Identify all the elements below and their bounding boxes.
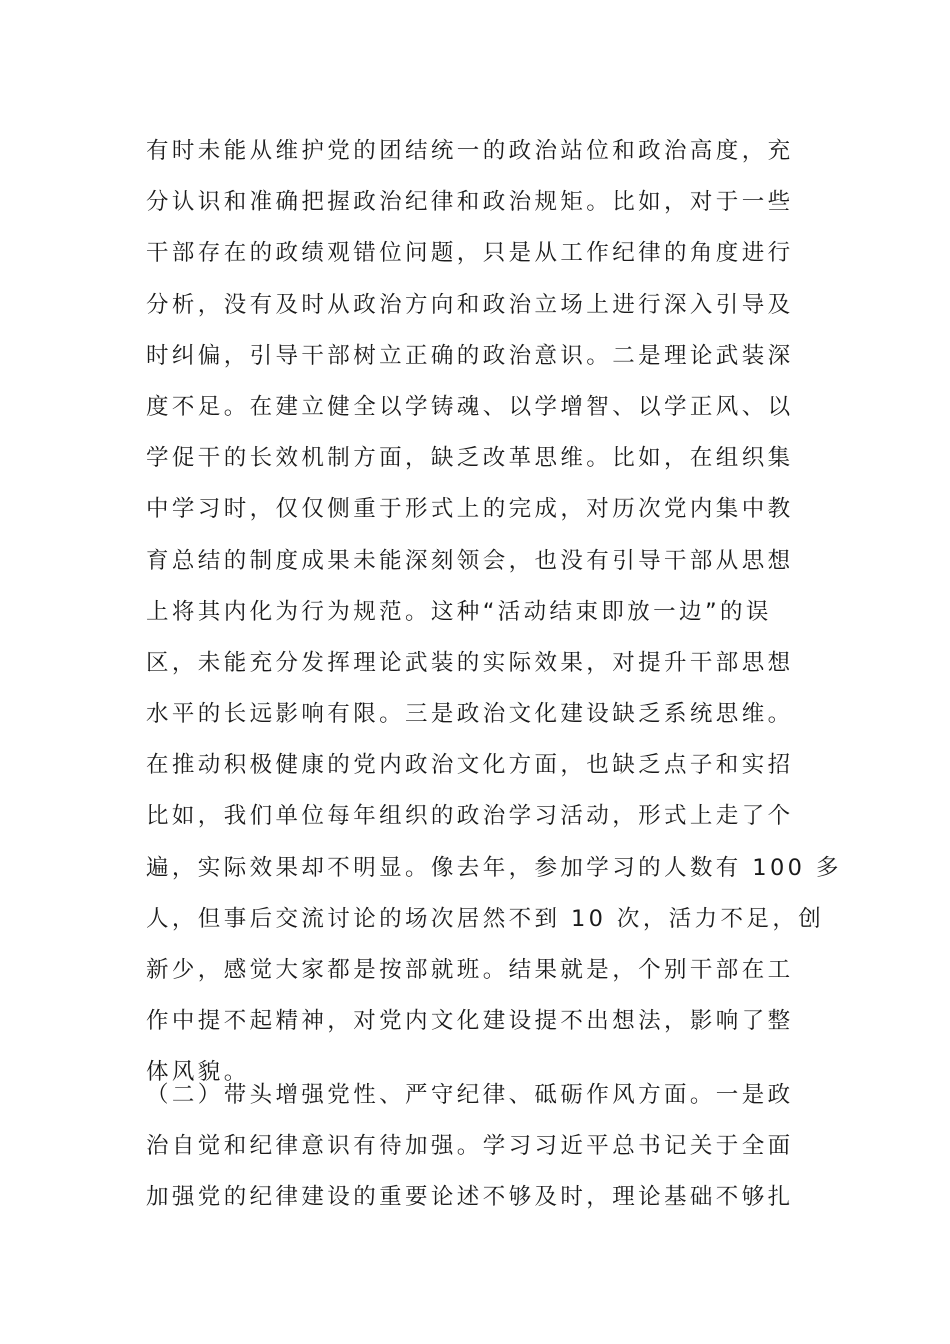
text-line: 上将其内化为行为规范。这种“活动结束即放一边”的误: [146, 598, 772, 625]
paragraph-2: [146, 1070, 810, 1224]
text-line: 作中提不起精神，对党内文化建设提不出想法，影响了整: [146, 1008, 794, 1035]
text-line: 治自觉和纪律意识有待加强。学习习近平总书记关于全面: [146, 1133, 794, 1160]
text-line: 在推动积极健康的党内政治文化方面，也缺乏点子和实招: [146, 752, 794, 779]
text-line: 遍，实际效果却不明显。像去年，参加学习的人数有 100 多: [146, 854, 842, 881]
text-line: （二）带头增强党性、严守纪律、砥砺作风方面。一是政: [146, 1082, 794, 1108]
text-line: 分析，没有及时从政治方向和政治立场上进行深入引导及: [146, 291, 794, 318]
text-line: 分认识和准确把握政治纪律和政治规矩。比如，对于一些: [146, 189, 794, 216]
text-line: 有时未能从维护党的团结统一的政治站位和政治高度，充: [146, 138, 794, 164]
text-line: 人，但事后交流讨论的场次居然不到 10 次，活力不足，创: [146, 905, 825, 932]
text-line: 加强党的纪律建设的重要论述不够及时，理论基础不够扎: [146, 1184, 794, 1211]
text-line: 水平的长远影响有限。三是政治文化建设缺乏系统思维。: [146, 701, 794, 728]
text-line: 时纠偏，引导干部树立正确的政治意识。二是理论武装深: [146, 342, 794, 369]
text-line: 中学习时，仅仅侧重于形式上的完成，对历次党内集中教: [146, 496, 794, 523]
text-line: 体风貌。: [146, 1059, 250, 1086]
paragraph-1: [146, 126, 842, 1099]
text-line: 度不足。在建立健全以学铸魂、以学增智、以学正风、以: [146, 393, 794, 420]
text-line: 新少，感觉大家都是按部就班。结果就是，个别干部在工: [146, 957, 794, 983]
text-line: 学促干的长效机制方面，缺乏改革思维。比如，在组织集: [146, 445, 794, 472]
text-line: 干部存在的政绩观错位问题，只是从工作纪律的角度进行: [146, 240, 794, 267]
text-line: 比如，我们单位每年组织的政治学习活动，形式上走了个: [146, 803, 794, 830]
text-line: 区，未能充分发挥理论武装的实际效果，对提升干部思想: [146, 649, 794, 676]
text-line: 育总结的制度成果未能深刻领会，也没有引导干部从思想: [146, 547, 794, 574]
